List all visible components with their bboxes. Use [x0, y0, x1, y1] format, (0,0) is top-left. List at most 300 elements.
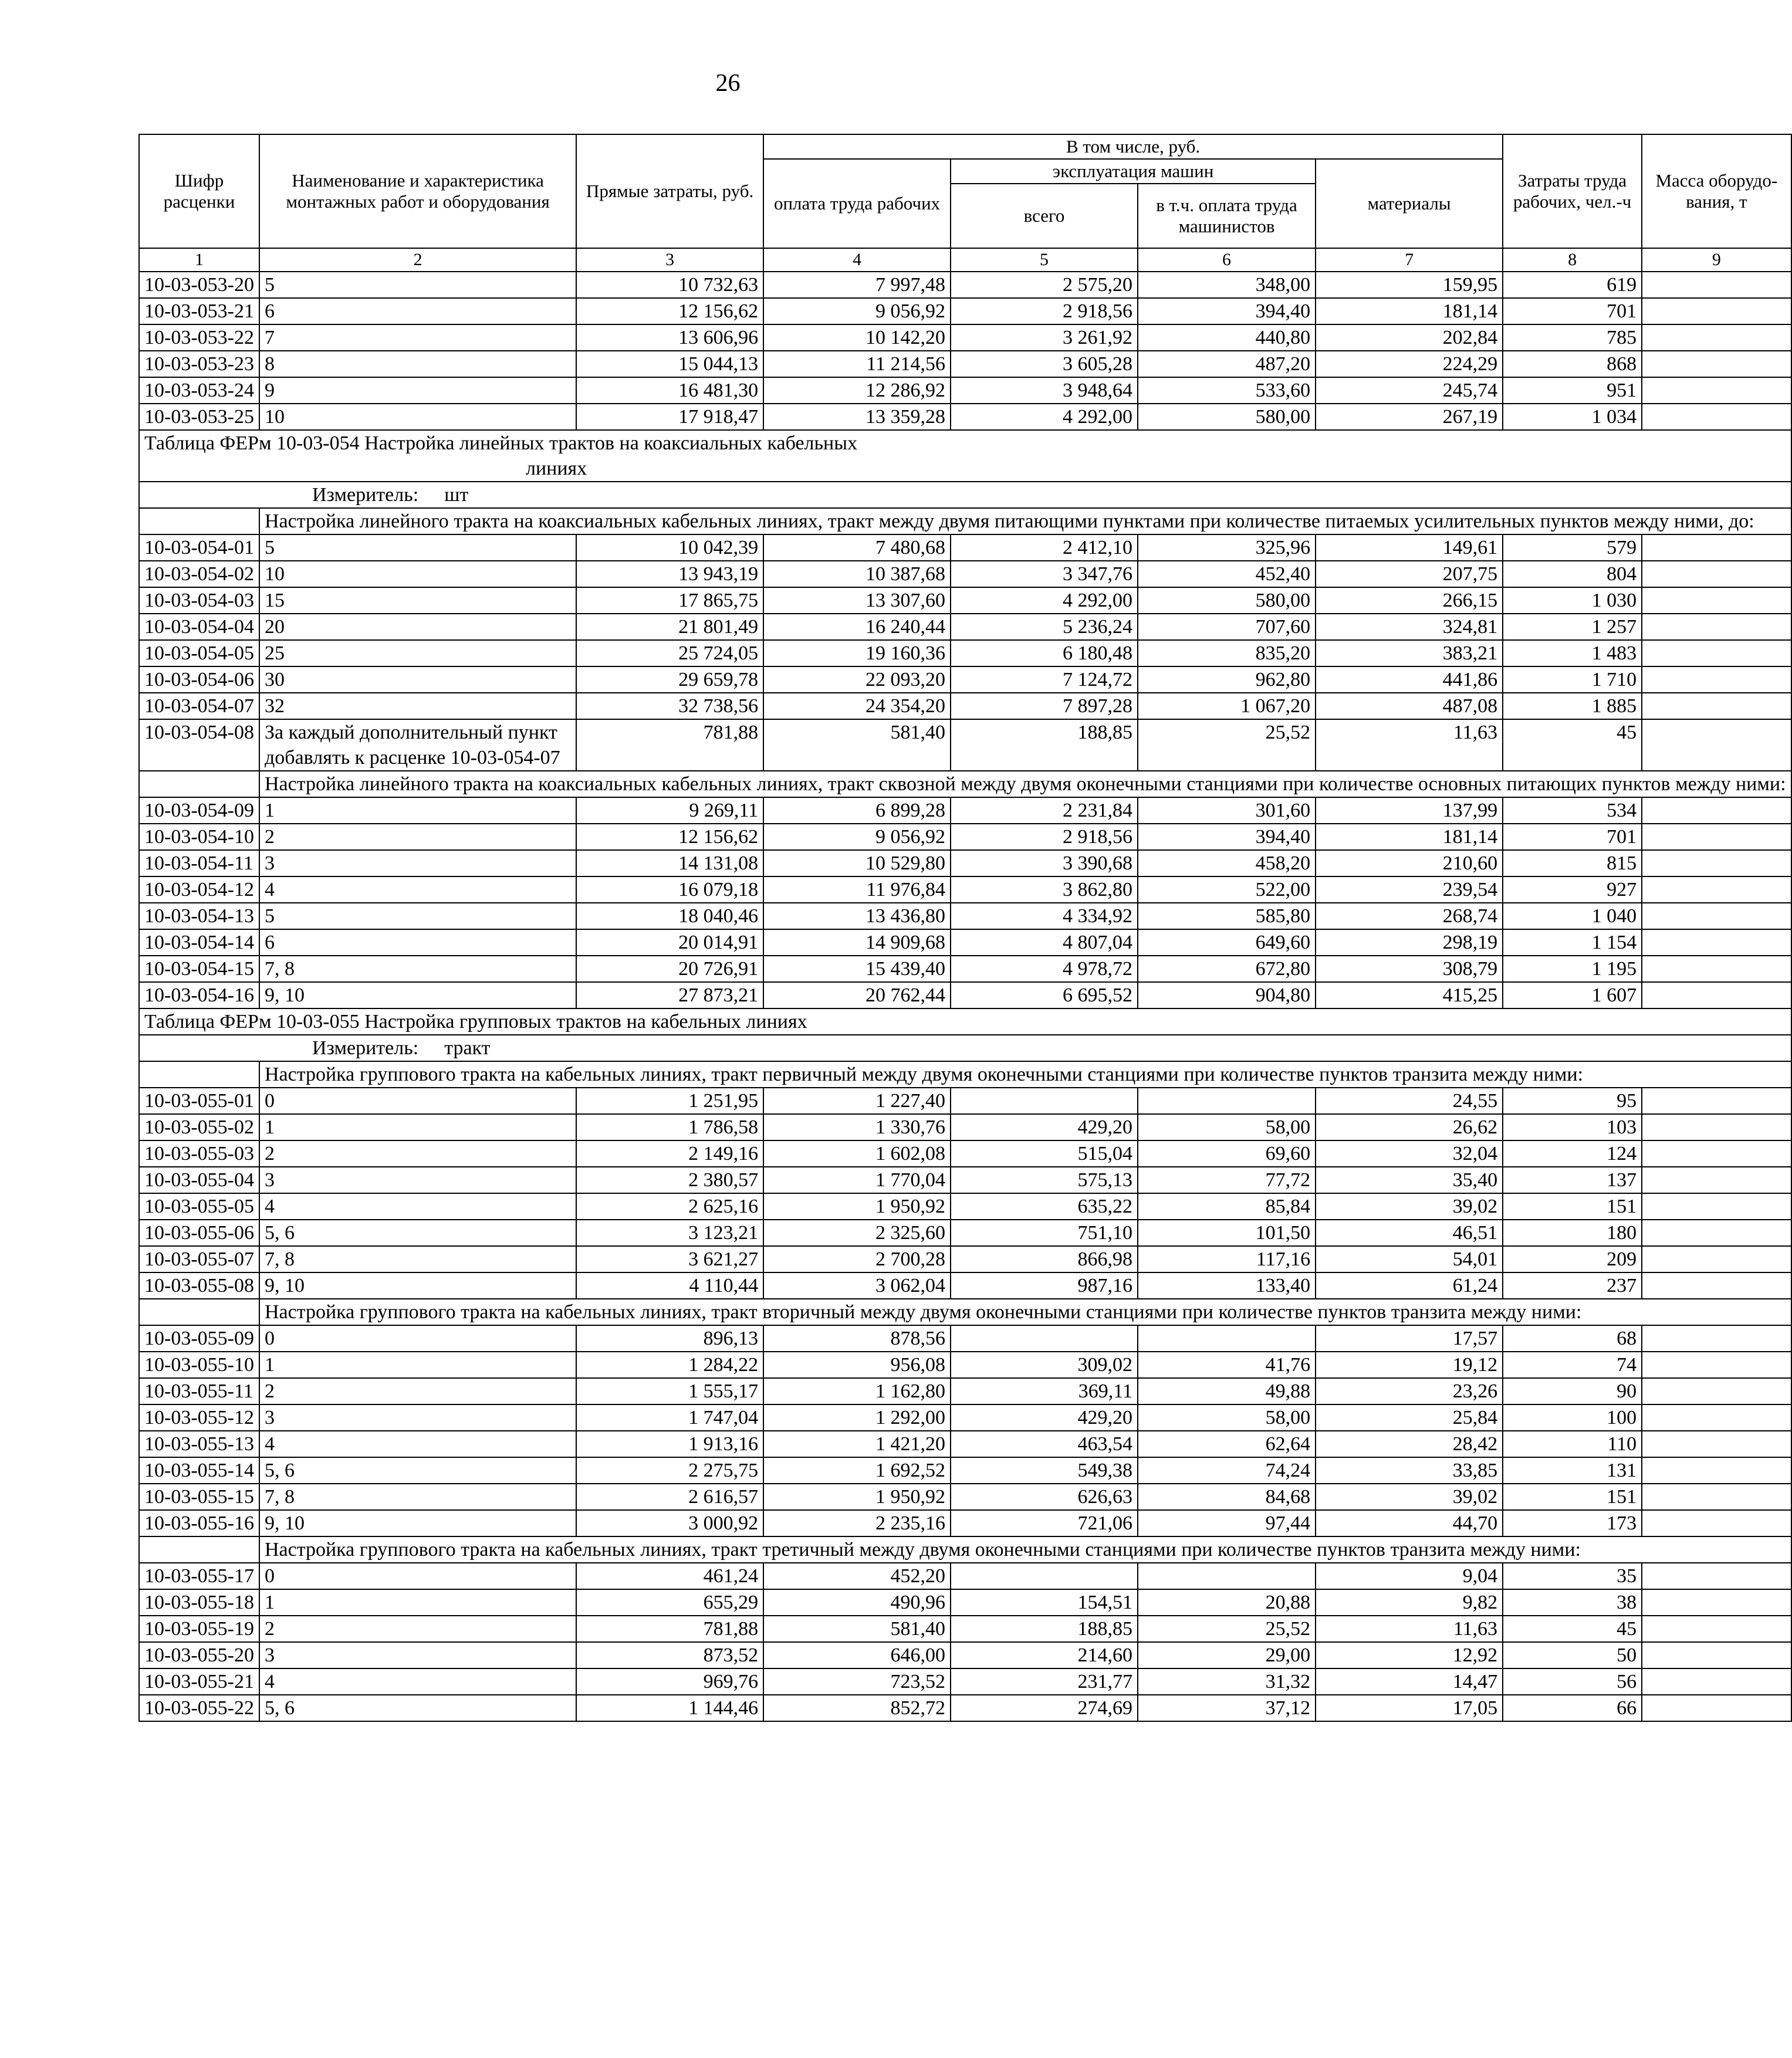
work-name: 3 [259, 1167, 576, 1193]
direct-costs: 2 625,16 [576, 1193, 763, 1220]
machinist-pay: 101,50 [1138, 1220, 1316, 1246]
machine-cost: 6 695,52 [951, 982, 1138, 1008]
labor-pay: 1 330,76 [763, 1114, 951, 1140]
rate-code: 10-03-055-17 [139, 1563, 259, 1589]
header-machinist-pay: в т.ч. оплата труда машинистов [1138, 184, 1316, 248]
machinist-pay [1138, 1563, 1316, 1589]
table-row [139, 797, 1791, 824]
group-description-row [139, 771, 1791, 797]
direct-costs: 2 275,75 [576, 1457, 763, 1484]
labor-hours: 90 [1503, 1378, 1642, 1404]
work-name: 5 [259, 903, 576, 929]
table-054-group2-body [139, 797, 1791, 1008]
column-number: 6 [1138, 248, 1316, 272]
work-name: 0 [259, 1563, 576, 1589]
equipment-mass [1642, 272, 1791, 298]
labor-hours: 137 [1503, 1167, 1642, 1193]
work-name: 0 [259, 1325, 576, 1352]
work-name: 32 [259, 693, 576, 719]
work-name: 1 [259, 797, 576, 824]
machine-cost: 866,98 [951, 1246, 1138, 1272]
direct-costs: 12 156,62 [576, 298, 763, 324]
header-code: Шифр расценки [139, 134, 259, 248]
machinist-pay: 31,32 [1138, 1668, 1316, 1695]
machine-cost [951, 1088, 1138, 1114]
machinist-pay: 41,76 [1138, 1352, 1316, 1378]
rate-code: 10-03-055-06 [139, 1220, 259, 1246]
table-row [139, 666, 1791, 693]
labor-pay: 9 056,92 [763, 824, 951, 850]
materials-cost: 239,54 [1316, 876, 1503, 903]
labor-pay: 1 692,52 [763, 1457, 951, 1484]
materials-cost: 245,74 [1316, 377, 1503, 404]
labor-pay: 1 602,08 [763, 1140, 951, 1167]
materials-cost: 33,85 [1316, 1457, 1503, 1484]
table-row [139, 1457, 1791, 1484]
table-row [139, 693, 1791, 719]
machinist-pay: 62,64 [1138, 1431, 1316, 1457]
equipment-mass [1642, 719, 1791, 771]
equipment-mass [1642, 1140, 1791, 1167]
materials-cost: 298,19 [1316, 929, 1503, 956]
materials-cost: 9,82 [1316, 1589, 1503, 1616]
table-header [139, 134, 1791, 272]
materials-cost: 35,40 [1316, 1167, 1503, 1193]
machinist-pay: 58,00 [1138, 1404, 1316, 1431]
direct-costs: 17 865,75 [576, 587, 763, 614]
table-row [139, 1114, 1791, 1140]
work-name: 2 [259, 1140, 576, 1167]
rate-code: 10-03-054-06 [139, 666, 259, 693]
table-055-group2-heading [139, 1299, 1791, 1325]
machine-cost [951, 1563, 1138, 1589]
equipment-mass [1642, 298, 1791, 324]
table-055-group3-heading [139, 1536, 1791, 1563]
rate-code: 10-03-055-12 [139, 1404, 259, 1431]
direct-costs: 27 873,21 [576, 982, 763, 1008]
materials-cost: 308,79 [1316, 956, 1503, 982]
labor-hours: 68 [1503, 1325, 1642, 1352]
labor-pay: 1 421,20 [763, 1431, 951, 1457]
direct-costs: 896,13 [576, 1325, 763, 1352]
measure-label: Измеритель: [312, 484, 419, 506]
equipment-mass [1642, 351, 1791, 377]
labor-pay: 581,40 [763, 719, 951, 771]
table-row [139, 1563, 1791, 1589]
machine-cost: 188,85 [951, 719, 1138, 771]
rates-table [138, 134, 1792, 1722]
group-description: Настройка линейного тракта на коаксиальных кабельных линиях, тракт сквозной между двумя оконечными станциями при количестве основных питающих пунктов между ними: [259, 771, 1791, 797]
equipment-mass [1642, 1193, 1791, 1220]
column-number: 5 [951, 248, 1138, 272]
table-row [139, 1431, 1791, 1457]
labor-hours: 1 040 [1503, 903, 1642, 929]
rate-code: 10-03-053-20 [139, 272, 259, 298]
materials-cost: 137,99 [1316, 797, 1503, 824]
machinist-pay: 117,16 [1138, 1246, 1316, 1272]
equipment-mass [1642, 1563, 1791, 1589]
table-row [139, 1352, 1791, 1378]
materials-cost: 17,05 [1316, 1695, 1503, 1721]
table-row [139, 1616, 1791, 1642]
table-row [139, 1695, 1791, 1721]
labor-pay: 1 292,00 [763, 1404, 951, 1431]
work-name: 5 [259, 534, 576, 561]
rate-code: 10-03-055-20 [139, 1642, 259, 1668]
equipment-mass [1642, 1642, 1791, 1668]
table-row [139, 876, 1791, 903]
machinist-pay: 487,20 [1138, 351, 1316, 377]
direct-costs: 2 616,57 [576, 1484, 763, 1510]
machinist-pay: 452,40 [1138, 561, 1316, 587]
machinist-pay: 85,84 [1138, 1193, 1316, 1220]
machinist-pay: 20,88 [1138, 1589, 1316, 1616]
rate-code: 10-03-053-21 [139, 298, 259, 324]
column-number: 4 [763, 248, 951, 272]
direct-costs: 1 251,95 [576, 1088, 763, 1114]
materials-cost: 210,60 [1316, 850, 1503, 876]
machine-cost: 2 575,20 [951, 272, 1138, 298]
direct-costs: 3 000,92 [576, 1510, 763, 1536]
work-name: 2 [259, 824, 576, 850]
table-row [139, 1325, 1791, 1352]
column-number: 2 [259, 248, 576, 272]
machine-cost: 721,06 [951, 1510, 1138, 1536]
equipment-mass [1642, 1272, 1791, 1299]
materials-cost: 14,47 [1316, 1668, 1503, 1695]
rate-code: 10-03-054-07 [139, 693, 259, 719]
table-row [139, 1642, 1791, 1668]
table-row [139, 1246, 1791, 1272]
rate-code: 10-03-055-01 [139, 1088, 259, 1114]
equipment-mass [1642, 1246, 1791, 1272]
machinist-pay: 580,00 [1138, 587, 1316, 614]
materials-cost: 46,51 [1316, 1220, 1503, 1246]
materials-cost: 28,42 [1316, 1431, 1503, 1457]
header-labor-costs: Затраты труда рабочих, чел.-ч [1503, 134, 1642, 248]
materials-cost: 415,25 [1316, 982, 1503, 1008]
table-055-group3-body [139, 1563, 1791, 1721]
labor-pay: 11 214,56 [763, 351, 951, 377]
work-name: 20 [259, 614, 576, 640]
materials-cost: 11,63 [1316, 719, 1503, 771]
equipment-mass [1642, 1695, 1791, 1721]
machinist-pay: 25,52 [1138, 1616, 1316, 1642]
labor-hours: 785 [1503, 324, 1642, 351]
column-number: 3 [576, 248, 763, 272]
rate-code: 10-03-054-12 [139, 876, 259, 903]
labor-pay: 646,00 [763, 1642, 951, 1668]
machine-cost: 7 124,72 [951, 666, 1138, 693]
table-row [139, 324, 1791, 351]
empty-cell [139, 508, 259, 534]
work-name: 3 [259, 850, 576, 876]
machine-cost: 575,13 [951, 1167, 1138, 1193]
direct-costs: 20 726,91 [576, 956, 763, 982]
rate-code: 10-03-055-11 [139, 1378, 259, 1404]
table-row [139, 377, 1791, 404]
machine-cost: 751,10 [951, 1220, 1138, 1246]
direct-costs: 1 747,04 [576, 1404, 763, 1431]
table-row [139, 534, 1791, 561]
rate-code: 10-03-054-13 [139, 903, 259, 929]
work-name: 4 [259, 876, 576, 903]
work-name: 1 [259, 1352, 576, 1378]
rate-code: 10-03-054-16 [139, 982, 259, 1008]
equipment-mass [1642, 797, 1791, 824]
labor-hours: 180 [1503, 1220, 1642, 1246]
table-row [139, 1404, 1791, 1431]
equipment-mass [1642, 903, 1791, 929]
labor-hours: 56 [1503, 1668, 1642, 1695]
direct-costs: 969,76 [576, 1668, 763, 1695]
machinist-pay: 904,80 [1138, 982, 1316, 1008]
direct-costs: 17 918,47 [576, 404, 763, 430]
direct-costs: 1 786,58 [576, 1114, 763, 1140]
equipment-mass [1642, 850, 1791, 876]
machine-cost: 3 948,64 [951, 377, 1138, 404]
table-row [139, 272, 1791, 298]
group-description: Настройка линейного тракта на коаксиальных кабельных линиях, тракт между двумя питающими пунктами при количестве питаемых усилительных пунктов между ними, до: [259, 508, 1791, 534]
direct-costs: 4 110,44 [576, 1272, 763, 1299]
materials-cost: 25,84 [1316, 1404, 1503, 1431]
machine-cost: 7 897,28 [951, 693, 1138, 719]
labor-pay: 956,08 [763, 1352, 951, 1378]
labor-hours: 74 [1503, 1352, 1642, 1378]
labor-hours: 209 [1503, 1246, 1642, 1272]
labor-hours: 1 195 [1503, 956, 1642, 982]
rate-code: 10-03-054-01 [139, 534, 259, 561]
table-row [139, 1589, 1791, 1616]
labor-hours: 1 885 [1503, 693, 1642, 719]
machinist-pay: 522,00 [1138, 876, 1316, 903]
column-number: 9 [1642, 248, 1791, 272]
direct-costs: 10 732,63 [576, 272, 763, 298]
work-name: 1 [259, 1589, 576, 1616]
labor-hours: 151 [1503, 1193, 1642, 1220]
measure-value: тракт [444, 1037, 491, 1059]
rate-code: 10-03-055-08 [139, 1272, 259, 1299]
machinist-pay: 25,52 [1138, 719, 1316, 771]
machinist-pay: 37,12 [1138, 1695, 1316, 1721]
header-including: В том числе, руб. [763, 134, 1503, 159]
table-row [139, 298, 1791, 324]
table-055-title-row [139, 1008, 1791, 1035]
machinist-pay: 58,00 [1138, 1114, 1316, 1140]
direct-costs: 1 913,16 [576, 1431, 763, 1457]
labor-pay: 6 899,28 [763, 797, 951, 824]
labor-hours: 173 [1503, 1510, 1642, 1536]
table-055-group1-body [139, 1088, 1791, 1299]
machinist-pay: 325,96 [1138, 534, 1316, 561]
table-row [139, 1220, 1791, 1246]
rate-code: 10-03-055-18 [139, 1589, 259, 1616]
rate-code: 10-03-053-23 [139, 351, 259, 377]
table-054-measure [139, 482, 1791, 508]
machine-cost: 429,20 [951, 1404, 1138, 1431]
machine-cost: 309,02 [951, 1352, 1138, 1378]
table-row [139, 404, 1791, 430]
labor-pay: 13 436,80 [763, 903, 951, 929]
table-row [139, 1272, 1791, 1299]
machinist-pay: 77,72 [1138, 1167, 1316, 1193]
rate-code: 10-03-054-05 [139, 640, 259, 666]
materials-cost: 324,81 [1316, 614, 1503, 640]
work-name: 10 [259, 561, 576, 587]
machinist-pay [1138, 1325, 1316, 1352]
table-054-title-line2: линиях [526, 458, 587, 479]
equipment-mass [1642, 1668, 1791, 1695]
labor-pay: 2 700,28 [763, 1246, 951, 1272]
labor-hours: 124 [1503, 1140, 1642, 1167]
labor-pay: 852,72 [763, 1695, 951, 1721]
rate-code: 10-03-054-04 [139, 614, 259, 640]
labor-pay: 490,96 [763, 1589, 951, 1616]
table-row [139, 1140, 1791, 1167]
table-054-group2-heading [139, 771, 1791, 797]
page-number: 26 [715, 70, 741, 97]
machinist-pay: 84,68 [1138, 1484, 1316, 1510]
direct-costs: 20 014,91 [576, 929, 763, 956]
rate-code: 10-03-054-11 [139, 850, 259, 876]
table-054-title-row [139, 430, 1791, 482]
machine-cost: 515,04 [951, 1140, 1138, 1167]
work-name: 7 [259, 324, 576, 351]
group-description: Настройка группового тракта на кабельных линиях, тракт вторичный между двумя оконечными станциями при количестве пунктов транзита между ними: [259, 1299, 1791, 1325]
table-055-measure [139, 1035, 1791, 1061]
machine-cost: 2 918,56 [951, 298, 1138, 324]
rate-code: 10-03-055-05 [139, 1193, 259, 1220]
machine-cost: 274,69 [951, 1695, 1138, 1721]
machine-cost: 2 918,56 [951, 824, 1138, 850]
direct-costs: 1 555,17 [576, 1378, 763, 1404]
direct-costs: 1 284,22 [576, 1352, 763, 1378]
direct-costs: 32 738,56 [576, 693, 763, 719]
materials-cost: 383,21 [1316, 640, 1503, 666]
group-description: Настройка группового тракта на кабельных линиях, тракт первичный между двумя оконечными станциями при количестве пунктов транзита между ними: [259, 1061, 1791, 1088]
labor-hours: 701 [1503, 298, 1642, 324]
machinist-pay: 301,60 [1138, 797, 1316, 824]
labor-hours: 95 [1503, 1088, 1642, 1114]
column-number: 8 [1503, 248, 1642, 272]
direct-costs: 655,29 [576, 1589, 763, 1616]
machine-cost: 3 390,68 [951, 850, 1138, 876]
equipment-mass [1642, 404, 1791, 430]
direct-costs: 16 079,18 [576, 876, 763, 903]
machinist-pay: 29,00 [1138, 1642, 1316, 1668]
materials-cost: 159,95 [1316, 272, 1503, 298]
materials-cost: 39,02 [1316, 1484, 1503, 1510]
materials-cost: 61,24 [1316, 1272, 1503, 1299]
work-name: 5, 6 [259, 1457, 576, 1484]
equipment-mass [1642, 929, 1791, 956]
machinist-pay: 440,80 [1138, 324, 1316, 351]
equipment-mass [1642, 1167, 1791, 1193]
machine-cost: 987,16 [951, 1272, 1138, 1299]
direct-costs: 25 724,05 [576, 640, 763, 666]
table-row [139, 1510, 1791, 1536]
materials-cost: 224,29 [1316, 351, 1503, 377]
labor-hours: 1 607 [1503, 982, 1642, 1008]
group-description-row [139, 1536, 1791, 1563]
column-numbers-row [139, 248, 1791, 272]
table-row [139, 982, 1791, 1008]
equipment-mass [1642, 1616, 1791, 1642]
table-row [139, 956, 1791, 982]
work-name: 10 [259, 404, 576, 430]
table-055-heading [139, 1008, 1791, 1088]
rate-code: 10-03-055-10 [139, 1352, 259, 1378]
direct-costs: 13 606,96 [576, 324, 763, 351]
labor-pay: 723,52 [763, 1668, 951, 1695]
rate-code: 10-03-055-04 [139, 1167, 259, 1193]
work-name: 7, 8 [259, 1246, 576, 1272]
labor-pay: 19 160,36 [763, 640, 951, 666]
machine-cost: 369,11 [951, 1378, 1138, 1404]
rate-code: 10-03-055-16 [139, 1510, 259, 1536]
labor-pay: 9 056,92 [763, 298, 951, 324]
machine-cost: 154,51 [951, 1589, 1138, 1616]
materials-cost: 9,04 [1316, 1563, 1503, 1589]
labor-pay: 581,40 [763, 1616, 951, 1642]
rate-code: 10-03-055-03 [139, 1140, 259, 1167]
table-054-title [139, 430, 1791, 482]
work-name: 15 [259, 587, 576, 614]
labor-hours: 45 [1503, 719, 1642, 771]
header-machine-total: всего [951, 184, 1138, 248]
labor-pay: 3 062,04 [763, 1272, 951, 1299]
work-name: 6 [259, 298, 576, 324]
equipment-mass [1642, 561, 1791, 587]
header-labor-pay: оплата труда рабочих [763, 159, 951, 248]
labor-hours: 1 483 [1503, 640, 1642, 666]
empty-cell [139, 771, 259, 797]
materials-cost: 266,15 [1316, 587, 1503, 614]
direct-costs: 16 481,30 [576, 377, 763, 404]
labor-hours: 100 [1503, 1404, 1642, 1431]
equipment-mass [1642, 1352, 1791, 1378]
materials-cost: 19,12 [1316, 1352, 1503, 1378]
table-row [139, 1484, 1791, 1510]
labor-hours: 1 710 [1503, 666, 1642, 693]
equipment-mass [1642, 666, 1791, 693]
labor-pay: 1 770,04 [763, 1167, 951, 1193]
materials-cost: 39,02 [1316, 1193, 1503, 1220]
labor-hours: 927 [1503, 876, 1642, 903]
header-machine-operation: эксплуатация машин [951, 159, 1316, 184]
materials-cost: 207,75 [1316, 561, 1503, 587]
work-name: 5 [259, 272, 576, 298]
labor-hours: 45 [1503, 1616, 1642, 1642]
work-name: 25 [259, 640, 576, 666]
work-name: 9 [259, 377, 576, 404]
section-053-body [139, 272, 1791, 430]
labor-pay: 7 997,48 [763, 272, 951, 298]
equipment-mass [1642, 1114, 1791, 1140]
table-055-measure-row [139, 1035, 1791, 1061]
equipment-mass [1642, 1404, 1791, 1431]
rate-code: 10-03-054-15 [139, 956, 259, 982]
machine-cost: 4 292,00 [951, 587, 1138, 614]
machinist-pay: 962,80 [1138, 666, 1316, 693]
rate-code: 10-03-054-09 [139, 797, 259, 824]
machinist-pay: 707,60 [1138, 614, 1316, 640]
labor-pay: 16 240,44 [763, 614, 951, 640]
labor-pay: 1 227,40 [763, 1088, 951, 1114]
group-description-row [139, 1299, 1791, 1325]
materials-cost: 26,62 [1316, 1114, 1503, 1140]
machine-cost: 635,22 [951, 1193, 1138, 1220]
